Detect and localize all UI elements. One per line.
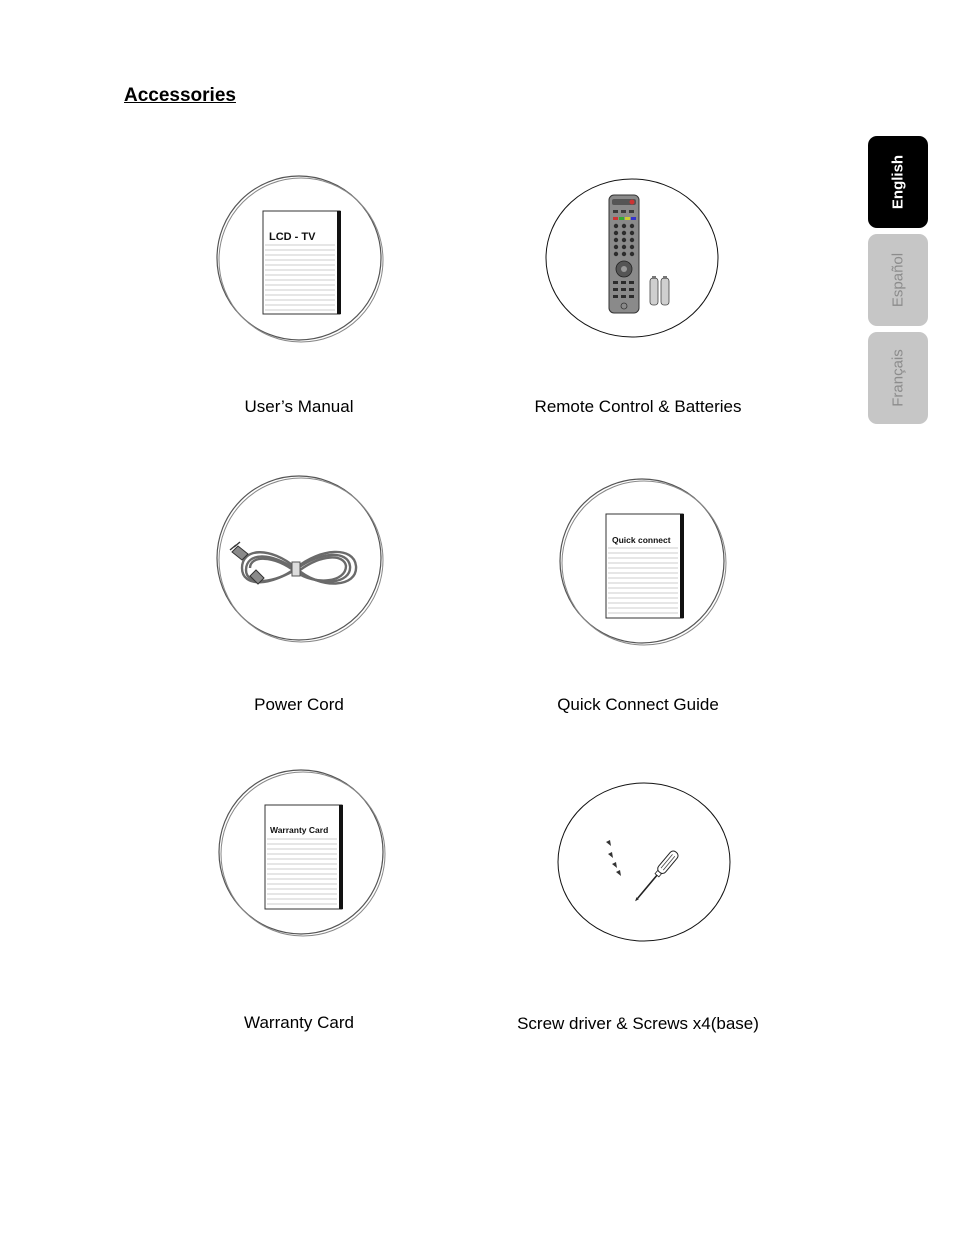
remote-control-icon [542, 175, 722, 340]
power-cord-icon [210, 470, 390, 650]
warranty-card-icon [212, 764, 392, 944]
manual-booklet-icon [210, 170, 390, 350]
tab-espanol-label: Español [889, 252, 907, 308]
tab-francais-label: Français [889, 349, 907, 407]
screwdriver-icon [554, 778, 734, 946]
caption-screwdriver-screws: Screw driver & Screws x4(base) [517, 1014, 759, 1033]
warranty-booklet-label: Warranty Card [270, 825, 329, 835]
caption-power-cord: Power Cord [254, 695, 344, 714]
caption-remote-control: Remote Control & Batteries [534, 397, 742, 416]
caption-quick-connect-guide: Quick Connect Guide [557, 695, 719, 714]
tab-francais[interactable] [868, 332, 928, 424]
guide-booklet-label: Quick connect [612, 535, 671, 545]
caption-warranty-card: Warranty Card [244, 1013, 354, 1032]
tab-espanol[interactable] [868, 234, 928, 326]
manual-booklet-label: LCD - TV [269, 231, 316, 243]
page-title: Accessories [124, 85, 236, 106]
guide-booklet-icon [553, 473, 733, 653]
tab-english[interactable] [868, 136, 928, 228]
tab-english-label: English [889, 154, 907, 210]
caption-users-manual: User’s Manual [244, 397, 354, 416]
